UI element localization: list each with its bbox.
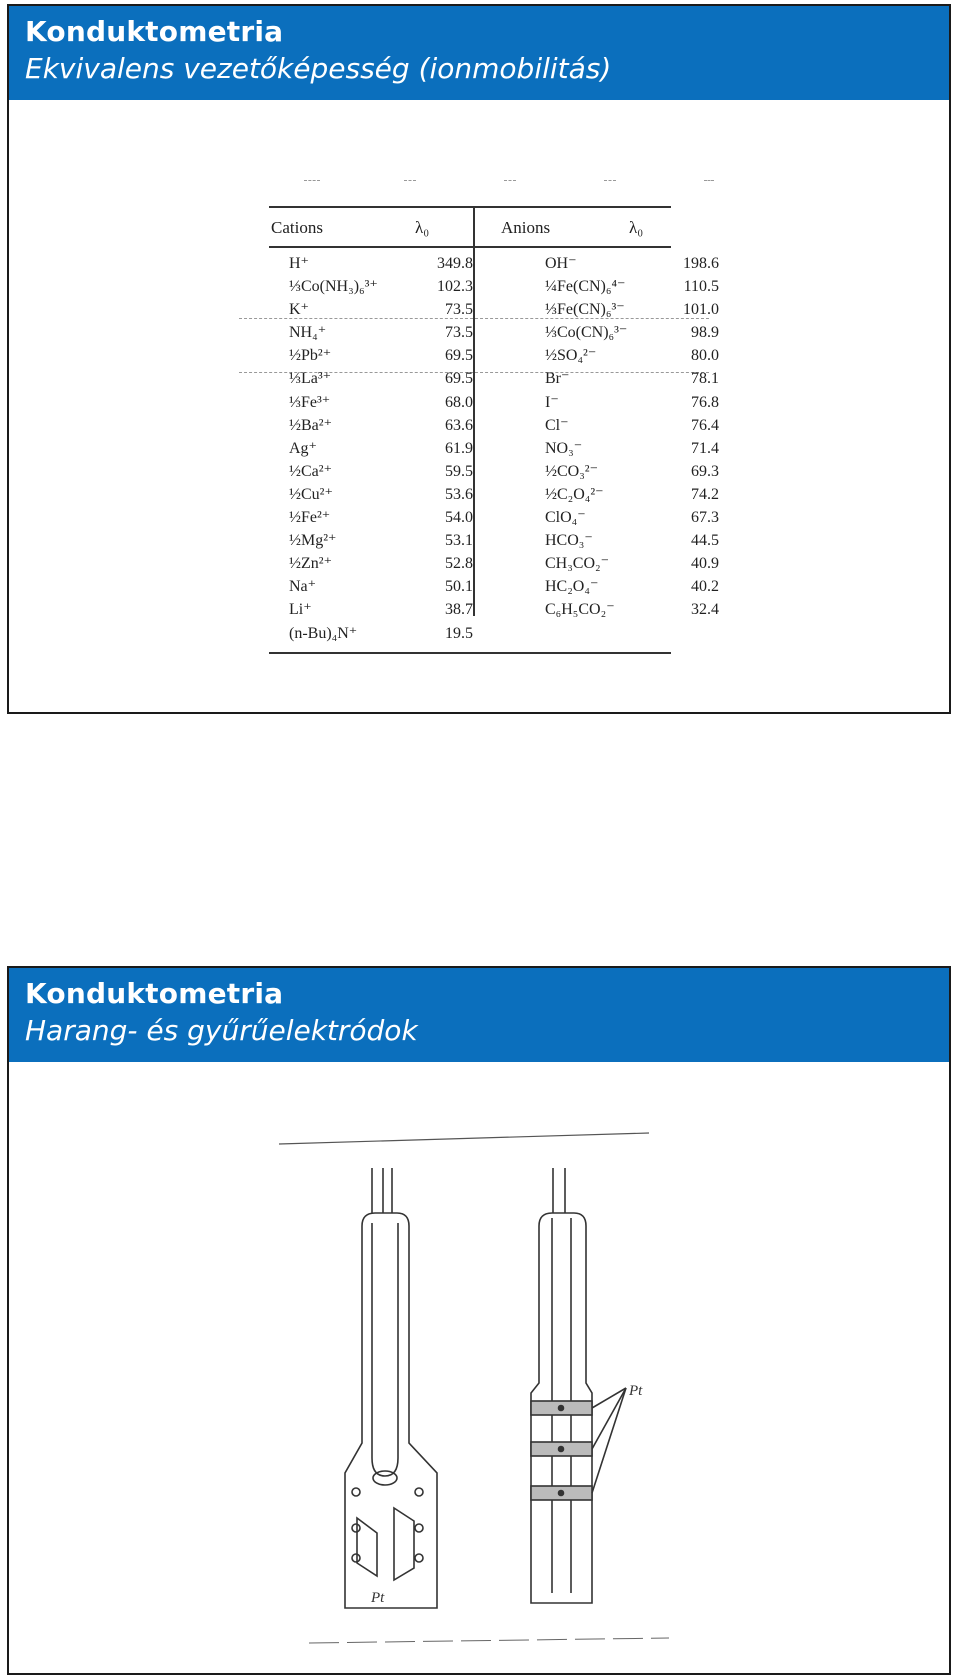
slide-header <box>9 6 949 100</box>
anion-value: 32.4 <box>691 601 719 619</box>
bell-electrode <box>345 1168 437 1608</box>
anion-name: CH₃CO₂⁻ <box>545 555 610 573</box>
anion-value: 80.0 <box>691 347 719 365</box>
cation-name: ½Cu²⁺ <box>289 485 333 503</box>
cation-value: 50.1 <box>445 578 473 596</box>
anion-name: HC₂O₄⁻ <box>545 578 599 596</box>
anion-value: 198.6 <box>683 255 719 272</box>
cation-name: ½Zn²⁺ <box>289 555 333 573</box>
table-row <box>249 367 749 390</box>
table-row <box>249 414 749 437</box>
anion-value: 40.9 <box>691 555 719 573</box>
anion-name: Cl⁻ <box>545 416 569 434</box>
cation-name: H⁺ <box>289 255 309 272</box>
cation-value: 19.5 <box>445 624 473 642</box>
cation-name: ½Ca²⁺ <box>289 462 333 480</box>
cation-value: 63.6 <box>445 416 473 434</box>
table-row <box>249 598 749 621</box>
anion-name: ½C₂O₄²⁻ <box>545 485 604 503</box>
anion-name: ½CO₃²⁻ <box>545 462 599 480</box>
cation-value: 68.0 <box>445 393 473 411</box>
header-cation-lambda: λ₀ <box>415 218 430 237</box>
cation-value: 38.7 <box>445 601 473 619</box>
table-row <box>249 575 749 598</box>
slide-title: Konduktometria <box>25 15 284 48</box>
slide-ionmobility <box>7 4 951 714</box>
slide-title: Konduktometria <box>25 977 284 1010</box>
anion-value: 67.3 <box>691 509 719 527</box>
cation-name: K⁺ <box>289 301 309 319</box>
anion-name: ClO₄⁻ <box>545 509 586 527</box>
anion-value: 76.4 <box>691 416 719 434</box>
anion-name: ½SO₄²⁻ <box>545 347 597 365</box>
anion-value: 44.5 <box>691 532 719 550</box>
cation-name: ½Pb²⁺ <box>289 347 332 365</box>
cation-value: 54.0 <box>445 509 473 527</box>
table-row <box>249 252 749 275</box>
label-pt-right: Pt <box>629 1383 643 1399</box>
anion-value: 98.9 <box>691 324 719 342</box>
anion-value: 69.3 <box>691 462 719 480</box>
cation-name: ½Fe²⁺ <box>289 509 331 527</box>
table-row <box>249 344 749 367</box>
table-row <box>249 506 749 529</box>
anion-value: 71.4 <box>691 439 719 457</box>
anion-name: C₆H₅CO₂⁻ <box>545 601 615 619</box>
anion-name: Br⁻ <box>545 370 570 388</box>
slide-electrodes <box>7 966 951 1675</box>
cation-value: 73.5 <box>445 324 473 342</box>
cation-name: NH₄⁺ <box>289 324 327 342</box>
anion-name: NO₃⁻ <box>545 439 583 457</box>
electrode-drawing <box>9 968 949 1673</box>
header-anions: Anions <box>501 218 551 237</box>
anion-name: ¼Fe(CN)₆⁴⁻ <box>545 278 626 296</box>
cation-value: 102.3 <box>437 278 473 296</box>
table-row <box>249 275 749 298</box>
anion-value: 74.2 <box>691 485 719 503</box>
cation-name: ⅓La³⁺ <box>289 370 332 388</box>
table-row <box>249 437 749 460</box>
table-body <box>249 252 749 645</box>
anion-name: OH⁻ <box>545 255 577 272</box>
anion-name: ⅓Co(CN)₆³⁻ <box>545 324 628 342</box>
cation-value: 69.5 <box>445 370 473 388</box>
cation-value: 349.8 <box>437 255 473 272</box>
anion-value: 78.1 <box>691 370 719 388</box>
cation-value: 73.5 <box>445 301 473 319</box>
table-row <box>249 483 749 506</box>
cation-name: Ag⁺ <box>289 439 317 457</box>
table-bottom-rule <box>269 652 671 654</box>
anion-value: 101.0 <box>683 301 719 319</box>
slide-subtitle: Ekvivalens vezetőképesség (ionmobilitás) <box>25 52 612 85</box>
label-pt-left: Pt <box>371 1590 385 1606</box>
table-row <box>249 321 749 344</box>
table-header-rule <box>269 246 671 248</box>
table-row <box>249 460 749 483</box>
table-row <box>249 298 749 321</box>
cation-value: 69.5 <box>445 347 473 365</box>
table-row <box>249 529 749 552</box>
anion-name: I⁻ <box>545 393 559 411</box>
ion-conductivity-table <box>249 166 749 666</box>
cation-name: ½Ba²⁺ <box>289 416 333 434</box>
table-row <box>249 391 749 414</box>
cation-name: ⅓Fe³⁺ <box>289 393 331 411</box>
ring-electrode <box>531 1168 626 1603</box>
cation-value: 53.1 <box>445 532 473 550</box>
cation-name: Li⁺ <box>289 601 312 619</box>
cation-name: Na⁺ <box>289 578 317 596</box>
anion-name: ⅓Fe(CN)₆³⁻ <box>545 301 625 319</box>
cation-value: 52.8 <box>445 555 473 573</box>
cation-value: 59.5 <box>445 462 473 480</box>
table-row <box>249 622 749 645</box>
anion-value: 76.8 <box>691 393 719 411</box>
cation-name: ½Mg²⁺ <box>289 532 337 550</box>
table-row <box>249 552 749 575</box>
slide-subtitle: Harang- és gyűrűelektródok <box>25 1014 418 1047</box>
anion-name: HCO₃⁻ <box>545 532 593 550</box>
table-top-rule <box>269 206 671 208</box>
anion-value: 110.5 <box>683 278 719 296</box>
cation-name: (n-Bu)₄N⁺ <box>289 624 358 642</box>
cation-value: 61.9 <box>445 439 473 457</box>
cation-name: ⅓Co(NH₃)₆³⁺ <box>289 278 378 296</box>
header-cations: Cations <box>271 218 323 237</box>
cation-value: 53.6 <box>445 485 473 503</box>
header-anion-lambda: λ₀ <box>629 218 644 237</box>
anion-value: 40.2 <box>691 578 719 596</box>
